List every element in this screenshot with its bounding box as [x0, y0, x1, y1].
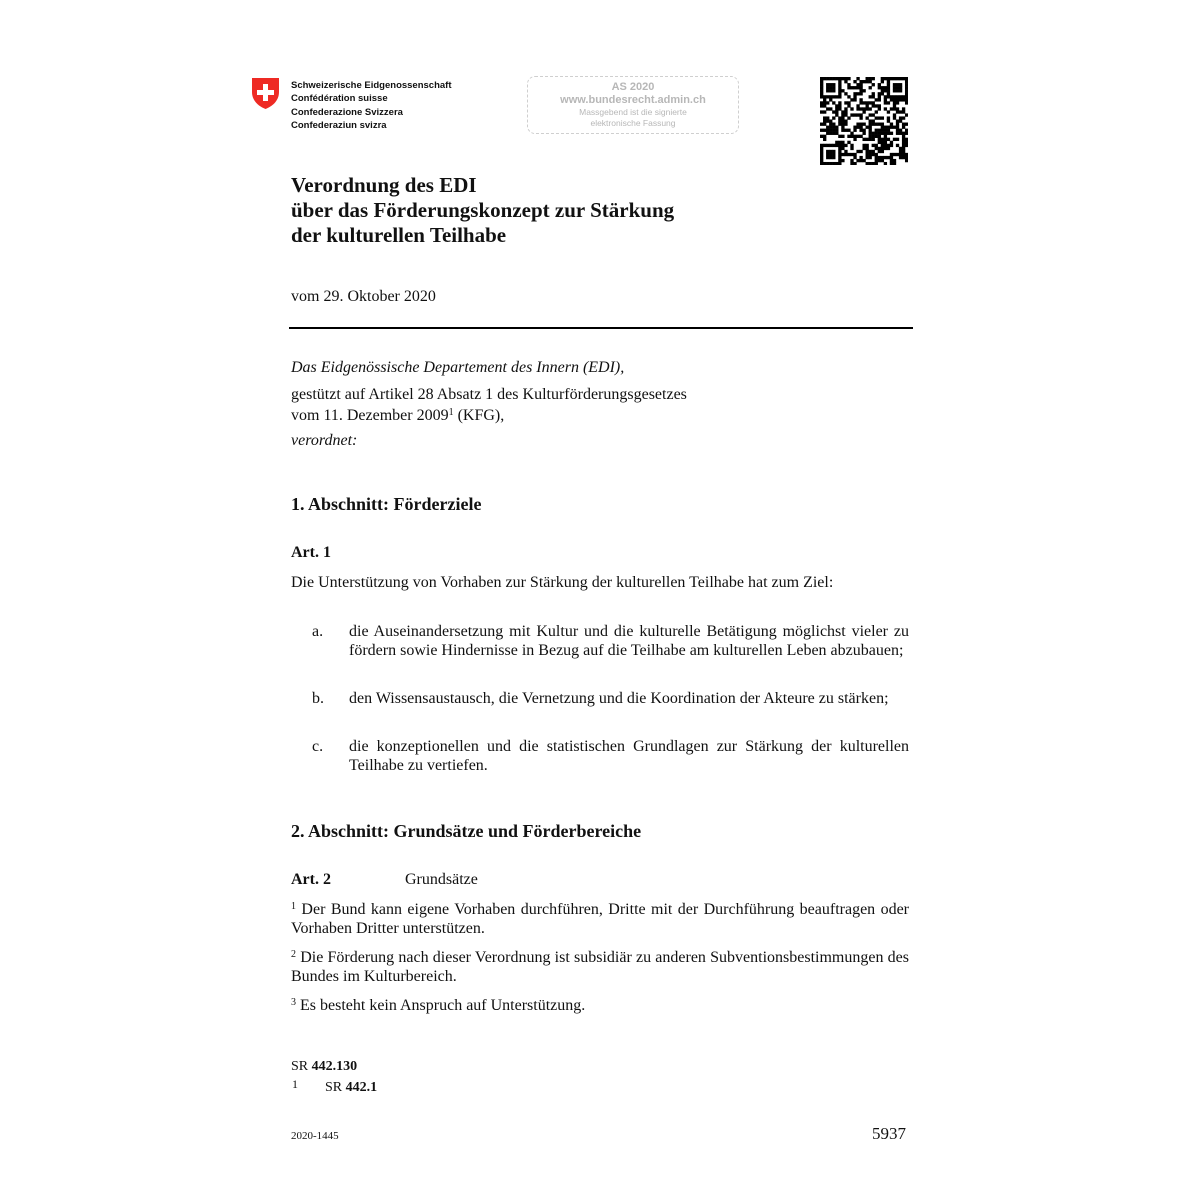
list-item — [291, 737, 909, 775]
list-item-letter: b. — [312, 690, 324, 707]
list-item — [291, 622, 909, 660]
page-title — [291, 173, 674, 248]
sr-reference — [291, 1059, 357, 1075]
preamble-basis-line-2 — [291, 406, 504, 426]
article-2-title: Grundsätze — [405, 871, 478, 888]
page-number: 5937 — [872, 1124, 906, 1143]
stamp-collection: AS 2020 — [611, 81, 655, 93]
paragraph — [291, 996, 909, 1015]
list-item-text: die konzeptionellen und die statistischen Grundlagen zur Stärkung der kulturellen Teilhabe zu vertiefen. — [349, 738, 909, 774]
paragraph-text: Der Bund kann eigene Vorhaben durchführen, Dritte mit der Durchführung beauftragen oder Vorhaben Dritter unterstützen. — [291, 901, 910, 937]
paragraph — [291, 900, 909, 938]
preamble-basis-line-1: gestützt auf Artikel 28 Absatz 1 des Kulturförderungsgesetzes — [291, 386, 687, 403]
swiss-cross-icon — [250, 77, 281, 110]
document-id: 2020-1445 — [291, 1130, 339, 1142]
preamble-basis-date: vom 11. Dezember 2009 — [291, 407, 449, 424]
preamble-decree: verordnet: — [291, 432, 358, 449]
ordinance-date: vom 29. Oktober 2020 — [291, 288, 436, 305]
federation-line-it: Confederazione Svizzera — [291, 106, 403, 118]
list-item-text: den Wissensaustausch, die Vernetzung und die Koordination der Akteure zu stärken; — [349, 690, 889, 707]
footnote-ref-1[interactable]: 1 — [448, 407, 454, 418]
federation-line-rm: Confederaziun svizra — [291, 119, 387, 131]
paragraph-number: 1 — [291, 901, 296, 912]
list-item — [291, 689, 909, 708]
title-line-1: Verordnung des EDI — [291, 173, 477, 197]
paragraph-text: Es besteht kein Anspruch auf Unterstützung. — [300, 997, 586, 1014]
title-divider — [289, 327, 913, 329]
list-item-text: die Auseinandersetzung mit Kultur und die kulturelle Betätigung möglichst vieler zu fördern sowie Hindernisse in Bezug auf die Teilhabe am kulturellen Leben abzubauen; — [349, 623, 909, 659]
list-item-letter: a. — [312, 623, 324, 640]
list-item-letter: c. — [312, 738, 324, 755]
qr-code-icon — [820, 77, 908, 165]
federation-line-fr: Confédération suisse — [291, 93, 388, 105]
stamp-note-1: Massgebend ist die signierte — [579, 107, 687, 117]
section-1-heading: 1. Abschnitt: Förderziele — [291, 494, 482, 514]
footnote-1-text — [325, 1080, 377, 1096]
paragraph-number: 2 — [291, 949, 296, 960]
stamp-note-2: elektronische Fassung — [590, 118, 676, 128]
footnote-1-sr-number: 442.1 — [345, 1080, 378, 1095]
federation-line-de: Schweizerische Eidgenossenschaft — [291, 80, 452, 91]
publication-stamp — [527, 76, 739, 134]
article-2-label: Art. 2 — [291, 871, 331, 888]
stamp-url: www.bundesrecht.admin.ch — [560, 94, 706, 106]
federation-name — [291, 79, 452, 132]
preamble-authority: Das Eidgenössische Departement des Innern (EDI), — [291, 359, 625, 376]
footnote-1-prefix: SR — [325, 1080, 346, 1095]
title-line-3: der kulturellen Teilhabe — [291, 223, 507, 247]
section-2-heading: 2. Abschnitt: Grundsätze und Förderbereiche — [291, 821, 642, 841]
footnote-1-number: 1 — [292, 1077, 298, 1091]
sr-number: 442.130 — [311, 1059, 358, 1074]
title-line-2: über das Förderungskonzept zur Stärkung — [291, 198, 675, 222]
article-1-intro: Die Unterstützung von Vorhaben zur Stärkung der kulturellen Teilhabe hat zum Ziel: — [291, 574, 834, 591]
article-1-label: Art. 1 — [291, 544, 331, 561]
paragraph — [291, 948, 909, 986]
preamble-basis-act: (KFG), — [453, 407, 505, 424]
paragraph-text: Die Förderung nach dieser Verordnung ist subsidiär zu anderen Subventionsbestimmungen des Bundes im Kulturbereich. — [291, 949, 910, 985]
paragraph-number: 3 — [291, 997, 296, 1008]
sr-prefix: SR — [291, 1059, 312, 1074]
